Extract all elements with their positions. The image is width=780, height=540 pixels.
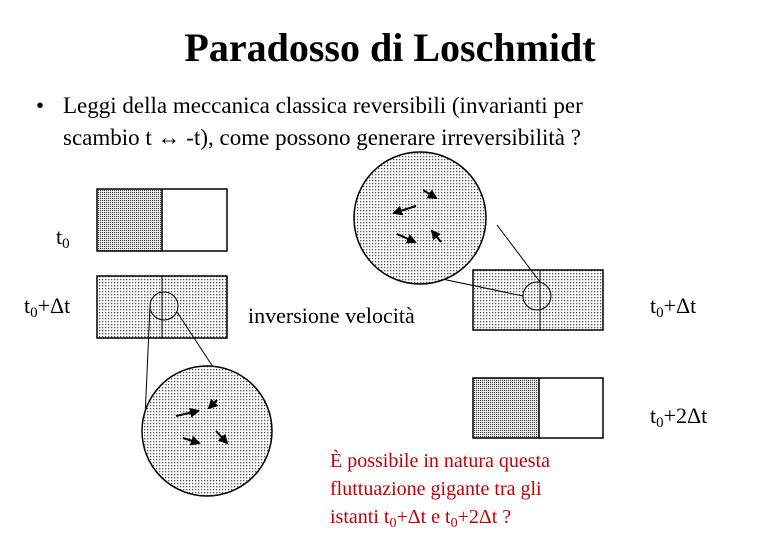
zoom-circle-left <box>142 366 272 496</box>
magnified-gas-circle <box>354 152 486 284</box>
question-line-1: È possibile in natura questa <box>330 450 550 472</box>
label-base: t <box>650 403 657 428</box>
label-rest: +2Δt <box>663 403 708 428</box>
gas-left-half <box>473 378 539 438</box>
label-base: t <box>650 293 657 318</box>
label-t0-plus-dt <box>24 293 70 319</box>
question-part: istanti t <box>330 506 390 528</box>
label-t0-subscript: 0 <box>62 236 70 252</box>
label-t0 <box>56 224 70 250</box>
label-t0-base: t <box>56 224 63 249</box>
gas-left-half <box>97 189 162 251</box>
question-line-3 <box>330 503 630 531</box>
left-right-arrow-symbol: ↔ <box>157 125 181 150</box>
question-part: +Δt e t <box>396 506 451 528</box>
question-subscript: 0 <box>450 516 458 531</box>
box-t0-plus-dt <box>97 276 227 338</box>
label-rest: +Δt <box>663 293 697 318</box>
label-subscript: 0 <box>656 305 664 321</box>
label-inversion: inversione velocità <box>248 303 415 328</box>
bullet-line-2-suffix: -t), come possono generare irreversibilità ? <box>180 125 581 150</box>
box-t0-plus-2dt <box>473 378 603 438</box>
bullet-line-1: Leggi della meccanica classica reversibili (invarianti per <box>63 93 583 118</box>
page-title: Paradosso di Loschmidt <box>184 25 596 70</box>
label-t0-plus-2dt <box>650 403 707 429</box>
question-part: +2Δt ? <box>457 506 512 528</box>
label-right-t0-plus-dt <box>650 293 696 319</box>
label-base: t <box>24 293 31 318</box>
question-subscript: 0 <box>389 516 397 531</box>
question-line-2: fluttuazione gigante tra gli <box>330 478 542 500</box>
label-rest: +Δt <box>37 293 71 318</box>
fluctuation-question <box>330 447 630 531</box>
label-subscript: 0 <box>30 305 38 321</box>
bullet-dot: • <box>36 93 45 118</box>
label-subscript: 0 <box>656 415 664 431</box>
box-t0 <box>97 189 227 251</box>
magnified-gas-circle <box>142 366 272 496</box>
zoom-circle-right <box>354 152 486 284</box>
bullet-line-2-prefix: scambio t <box>63 125 158 150</box>
